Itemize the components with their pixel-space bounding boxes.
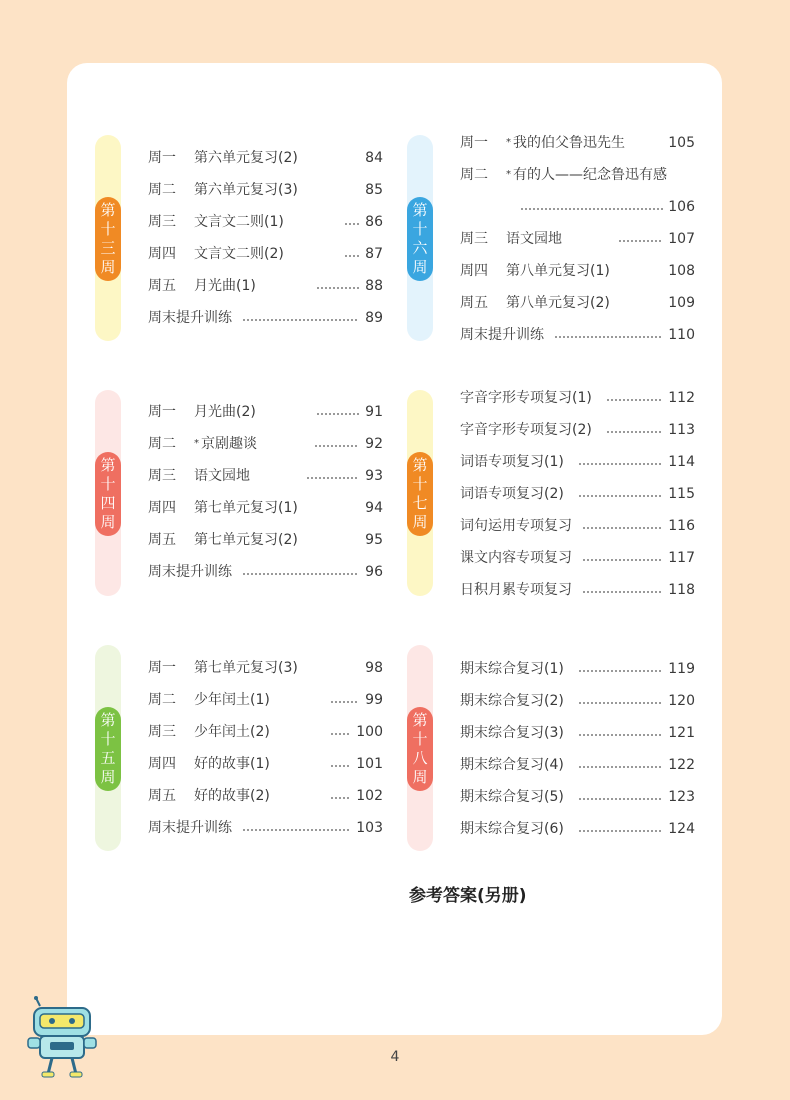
- leader-dots: [578, 670, 663, 672]
- entry-title: 文言文二则(2): [194, 246, 284, 262]
- toc-entry[interactable]: [460, 325, 695, 345]
- leader-dots: [316, 413, 359, 415]
- toc-entry[interactable]: [148, 180, 383, 200]
- leader-dots: [316, 287, 359, 289]
- entry-title: 期末综合复习(6): [460, 821, 564, 837]
- leader-dots: [582, 559, 663, 561]
- toc-entry[interactable]: [148, 562, 383, 582]
- leader-dots: [358, 509, 359, 511]
- entry-page-number: 113: [668, 422, 695, 438]
- entry-page-number: 99: [365, 692, 383, 708]
- entry-page-number: 91: [365, 404, 383, 420]
- entry-page-number: 109: [668, 295, 695, 311]
- entry-title: 周末提升训练: [148, 310, 232, 326]
- leader-dots: [578, 798, 663, 800]
- entry-page-number: 87: [365, 246, 383, 262]
- entry-title: * 京剧趣谈: [194, 436, 257, 452]
- entry-title: 课文内容专项复习: [460, 550, 572, 566]
- entry-page-number: 115: [668, 486, 695, 502]
- leader-dots: [578, 766, 663, 768]
- leader-dots: [582, 527, 663, 529]
- leader-dots: [242, 829, 351, 831]
- toc-entry[interactable]: [148, 498, 383, 518]
- toc-entry[interactable]: [460, 548, 695, 568]
- entry-page-number: 110: [668, 327, 695, 343]
- entry-day: 周一: [148, 150, 176, 166]
- toc-entry[interactable]: [148, 530, 383, 550]
- leader-dots: [606, 431, 663, 433]
- entry-day: 周三: [148, 468, 176, 484]
- entry-title: 第七单元复习(1): [194, 500, 298, 516]
- toc-entry[interactable]: [460, 261, 695, 281]
- entry-title: 词句运用专项复习: [460, 518, 572, 534]
- toc-entry[interactable]: [460, 516, 695, 536]
- leader-dots: [520, 208, 663, 210]
- leader-dots: [344, 255, 359, 257]
- leader-dots: [314, 445, 359, 447]
- entry-day: 周五: [148, 788, 176, 804]
- entry-day: 周五: [148, 532, 176, 548]
- entry-day: 周五: [148, 278, 176, 294]
- toc-entry[interactable]: [148, 402, 383, 422]
- entry-page-number: 84: [365, 150, 383, 166]
- entry-page-number: 108: [668, 263, 695, 279]
- toc-entry[interactable]: [148, 434, 383, 454]
- entry-title: 字音字形专项复习(1): [460, 390, 592, 406]
- leader-dots: [330, 701, 359, 703]
- entry-day: 周四: [148, 246, 176, 262]
- entry-day: 周四: [460, 263, 488, 279]
- entry-title: 语文园地: [194, 468, 250, 484]
- leader-dots: [554, 336, 663, 338]
- toc-entry[interactable]: [460, 229, 695, 249]
- leader-dots: [330, 797, 351, 799]
- toc-entry[interactable]: [460, 755, 695, 775]
- star-mark: *: [506, 137, 511, 148]
- leader-dots: [578, 463, 663, 465]
- leader-dots: [578, 734, 663, 736]
- toc-entry[interactable]: [148, 690, 383, 710]
- toc-entry[interactable]: [460, 293, 695, 313]
- entry-title: 期末综合复习(5): [460, 789, 564, 805]
- entry-title: 期末综合复习(2): [460, 693, 564, 709]
- entry-page-number: 86: [365, 214, 383, 230]
- week-badge: 第 十 六 周: [407, 197, 433, 281]
- toc-entry[interactable]: [148, 466, 383, 486]
- toc-entry[interactable]: [148, 148, 383, 168]
- entry-title: 第八单元复习(2): [506, 295, 610, 311]
- entry-page-number: 107: [668, 231, 695, 247]
- entry-page-number: 117: [668, 550, 695, 566]
- entry-page-number: 114: [668, 454, 695, 470]
- entry-page-number: 102: [356, 788, 383, 804]
- entry-title: 日积月累专项复习: [460, 582, 572, 598]
- entry-day: 周四: [148, 500, 176, 516]
- leader-dots: [358, 159, 359, 161]
- page-number: 4: [390, 1049, 400, 1065]
- entry-title: 月光曲(1): [194, 278, 256, 294]
- entry-title: 好的故事(2): [194, 788, 270, 804]
- entry-title: 第七单元复习(3): [194, 660, 298, 676]
- entry-day: 周一: [460, 135, 488, 151]
- leader-dots: [578, 495, 663, 497]
- entry-page-number: 94: [365, 500, 383, 516]
- entry-page-number: 100: [356, 724, 383, 740]
- toc-entry[interactable]: [148, 818, 383, 838]
- toc-entry[interactable]: [460, 819, 695, 839]
- leader-dots: [358, 191, 359, 193]
- week-badge: 第 十 五 周: [95, 707, 121, 791]
- entry-page-number: 121: [668, 725, 695, 741]
- entry-page-number: 123: [668, 789, 695, 805]
- leader-dots: [306, 477, 359, 479]
- toc-entry[interactable]: [148, 658, 383, 678]
- entry-title: 文言文二则(1): [194, 214, 284, 230]
- toc-entry[interactable]: [460, 197, 695, 217]
- entry-day: 周三: [148, 214, 176, 230]
- entry-day: 周三: [148, 724, 176, 740]
- toc-entry[interactable]: [460, 691, 695, 711]
- entry-page-number: 105: [668, 135, 695, 151]
- toc-entry[interactable]: [460, 452, 695, 472]
- entry-day: 周二: [148, 436, 176, 452]
- answer-key-note: 参考答案(另册): [409, 886, 527, 906]
- entry-title: 周末提升训练: [460, 327, 544, 343]
- entry-page-number: 92: [365, 436, 383, 452]
- entry-day: 周三: [460, 231, 488, 247]
- entry-page-number: 88: [365, 278, 383, 294]
- toc-entry[interactable]: [460, 133, 695, 153]
- leader-dots: [582, 591, 663, 593]
- toc-entry[interactable]: [460, 484, 695, 504]
- entry-title: 第八单元复习(1): [506, 263, 610, 279]
- entry-title: 第七单元复习(2): [194, 532, 298, 548]
- toc-entry[interactable]: [148, 754, 383, 774]
- entry-page-number: 85: [365, 182, 383, 198]
- entry-page-number: 119: [668, 661, 695, 677]
- toc-entry[interactable]: [148, 276, 383, 296]
- week-badge: 第 十 八 周: [407, 707, 433, 791]
- entry-day: 周二: [148, 182, 176, 198]
- leader-dots: [330, 765, 351, 767]
- entry-title: 期末综合复习(4): [460, 757, 564, 773]
- entry-title: 第六单元复习(2): [194, 150, 298, 166]
- entry-day: 周四: [148, 756, 176, 772]
- toc-entry[interactable]: [460, 787, 695, 807]
- entry-title: 期末综合复习(1): [460, 661, 564, 677]
- leader-dots: [242, 319, 359, 321]
- entry-page-number: 93: [365, 468, 383, 484]
- leader-dots: [344, 223, 359, 225]
- entry-page-number: 103: [356, 820, 383, 836]
- entry-title: 月光曲(2): [194, 404, 256, 420]
- leader-dots: [242, 573, 359, 575]
- entry-title: 好的故事(1): [194, 756, 270, 772]
- leader-dots: [330, 733, 351, 735]
- toc-entry[interactable]: [460, 723, 695, 743]
- toc-entry[interactable]: [148, 308, 383, 328]
- toc-entry[interactable]: [148, 212, 383, 232]
- leader-dots: [618, 240, 663, 242]
- toc-entry[interactable]: [460, 165, 695, 185]
- leader-dots: [358, 669, 359, 671]
- entry-title: * 我的伯父鲁迅先生: [506, 135, 625, 151]
- leader-dots: [358, 541, 359, 543]
- entry-title: 期末综合复习(3): [460, 725, 564, 741]
- leader-dots: [606, 399, 663, 401]
- entry-title: 语文园地: [506, 231, 562, 247]
- entry-page-number: 98: [365, 660, 383, 676]
- toc-entry[interactable]: [460, 659, 695, 679]
- entry-page-number: 116: [668, 518, 695, 534]
- toc-entry[interactable]: [148, 722, 383, 742]
- entry-page-number: 112: [668, 390, 695, 406]
- star-mark: *: [506, 169, 511, 180]
- toc-entry[interactable]: [460, 580, 695, 600]
- entry-day: 周二: [460, 167, 488, 183]
- entry-page-number: 101: [356, 756, 383, 772]
- robot-mascot-icon: [26, 996, 98, 1082]
- leader-dots: [578, 702, 663, 704]
- entry-title: 字音字形专项复习(2): [460, 422, 592, 438]
- entry-page-number: 122: [668, 757, 695, 773]
- entry-page-number: 118: [668, 582, 695, 598]
- entry-page-number: 89: [365, 310, 383, 326]
- entry-title: 周末提升训练: [148, 820, 232, 836]
- entry-day: 周一: [148, 660, 176, 676]
- entry-title: * 有的人——纪念鲁迅有感: [506, 167, 667, 183]
- leader-dots: [578, 830, 663, 832]
- entry-title: 少年闰土(2): [194, 724, 270, 740]
- entry-page-number: 96: [365, 564, 383, 580]
- toc-entry[interactable]: [460, 420, 695, 440]
- entry-page-number: 106: [668, 199, 695, 215]
- week-badge: 第 十 七 周: [407, 452, 433, 536]
- entry-page-number: 124: [668, 821, 695, 837]
- entry-title: 少年闰土(1): [194, 692, 270, 708]
- toc-entry[interactable]: [148, 244, 383, 264]
- entry-page-number: 95: [365, 532, 383, 548]
- entry-day: 周一: [148, 404, 176, 420]
- entry-day: 周二: [148, 692, 176, 708]
- entry-title: 第六单元复习(3): [194, 182, 298, 198]
- entry-title: 词语专项复习(1): [460, 454, 564, 470]
- week-badge: 第 十 三 周: [95, 197, 121, 281]
- entry-title: 词语专项复习(2): [460, 486, 564, 502]
- star-mark: *: [194, 438, 199, 449]
- entry-day: 周五: [460, 295, 488, 311]
- toc-entry[interactable]: [460, 388, 695, 408]
- toc-entry[interactable]: [148, 786, 383, 806]
- entry-title: 周末提升训练: [148, 564, 232, 580]
- week-badge: 第 十 四 周: [95, 452, 121, 536]
- entry-page-number: 120: [668, 693, 695, 709]
